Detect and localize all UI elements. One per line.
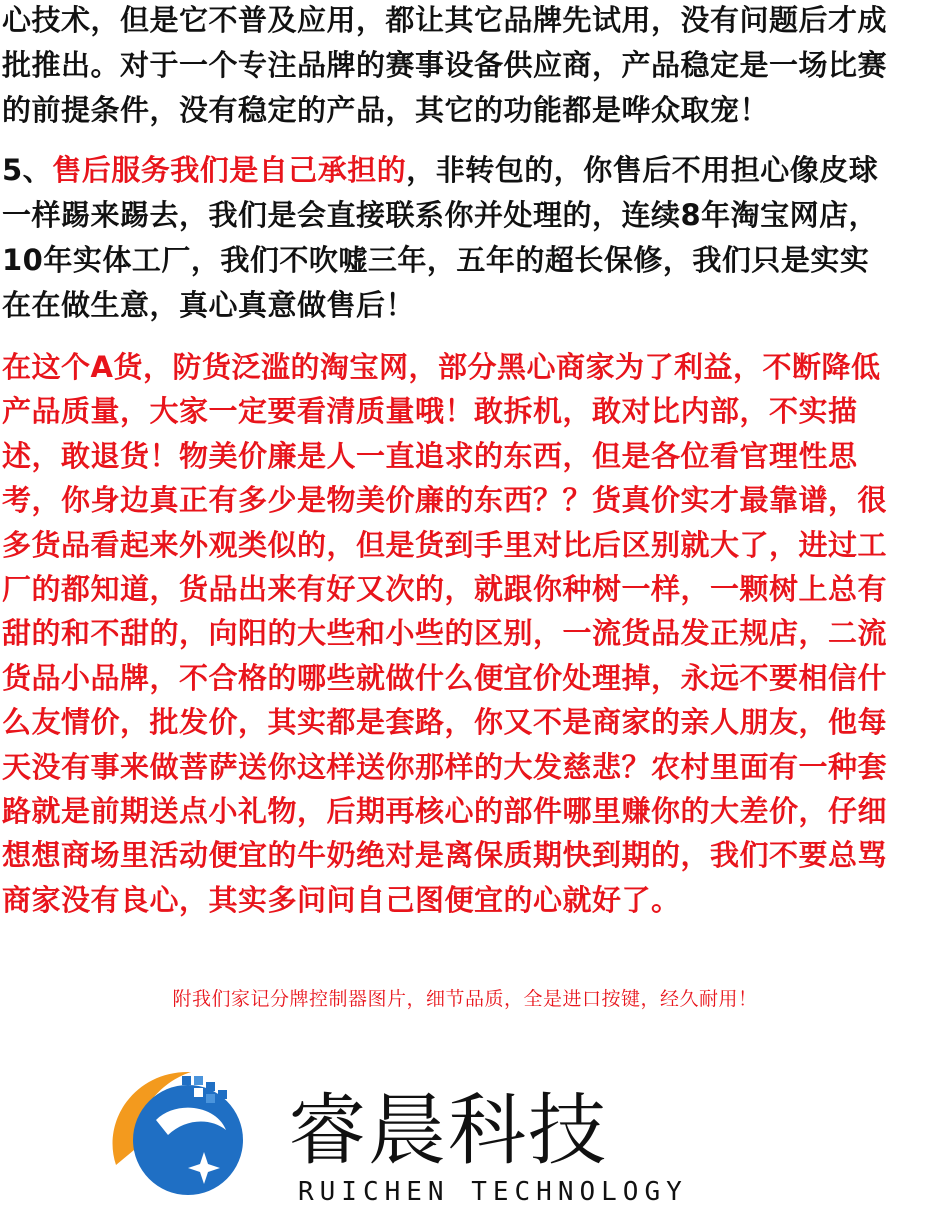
text-line: 10年实体工厂，我们不吹嘘三年，五年的超长保修，我们只是实实: [2, 243, 870, 277]
text-line: 心技术，但是它不普及应用，都让其它品牌先试用，没有问题后才成: [2, 3, 888, 37]
text-line: 货品小品牌，不合格的哪些就做什么便宜价处理掉，永远不要相信什: [2, 660, 888, 695]
paragraph-after-sales: [2, 148, 928, 328]
text-line: [2, 148, 928, 193]
text-line: 在在做生意，真心真意做售后！: [2, 288, 416, 322]
text-line: 想想商场里活动便宜的牛奶绝对是离保质期快到期的，我们不要总骂: [2, 838, 888, 873]
text-line: 述，敢退货！物美价廉是人一直追求的东西，但是各位看官理性思: [2, 438, 858, 473]
list-number: 5、: [2, 153, 53, 187]
brand-name: 睿晨科技: [288, 1086, 609, 1176]
text-line: 考，你身边真正有多少是物美价廉的东西？？货真价实才最靠谱，很: [2, 483, 888, 518]
text-line: 天没有事来做菩萨送你这样送你那样的大发慈悲？农村里面有一种套: [2, 749, 888, 784]
text-line: 多货品看起来外观类似的，但是货到手里对比后区别就大了，进过工: [2, 527, 888, 562]
paragraph-quality-warning: [2, 345, 928, 922]
text-line: 厂的都知道，货品出来有好又次的，就跟你种树一样，一颗树上总有: [2, 572, 888, 607]
brand-logo: [0, 1060, 930, 1191]
text-fragment: ，非转包的，你售后不用担心像皮球: [406, 153, 879, 187]
paragraph-stability: [2, 0, 928, 133]
text-line: 一样踢来踢去，我们是会直接联系你并处理的，连续8年淘宝网店，: [2, 198, 879, 232]
text-line: 的前提条件，没有稳定的产品，其它的功能都是哗众取宠！: [2, 93, 770, 127]
after-sales-highlight: 售后服务我们是自己承担的: [52, 153, 407, 187]
text-line: 在这个A货，防货泛滥的淘宝网，部分黑心商家为了利益，不断降低: [2, 350, 881, 384]
text-line: 路就是前期送点小礼物，后期再核心的部件哪里赚你的大差价，仔细: [2, 794, 888, 829]
controller-image-caption: 附我们家记分牌控制器图片，细节品质，全是进口按键，经久耐用！: [172, 988, 758, 1010]
brand-english-name: RUICHEN TECHNOLOGY: [298, 1177, 688, 1207]
ruichen-logo-icon: [96, 1060, 256, 1200]
text-line: 批推出。对于一个专注品牌的赛事设备供应商，产品稳定是一场比赛: [2, 48, 888, 82]
text-line: 产品质量，大家一定要看清质量哦！敢拆机，敢对比内部，不实描: [2, 394, 858, 429]
text-line: 甜的和不甜的，向阳的大些和小些的区别，一流货品发正规店，二流: [2, 616, 888, 651]
text-line: 商家没有良心，其实多问问自己图便宜的心就好了。: [2, 882, 681, 917]
text-line: 么友情价，批发价，其实都是套路，你又不是商家的亲人朋友，他每: [2, 705, 888, 740]
